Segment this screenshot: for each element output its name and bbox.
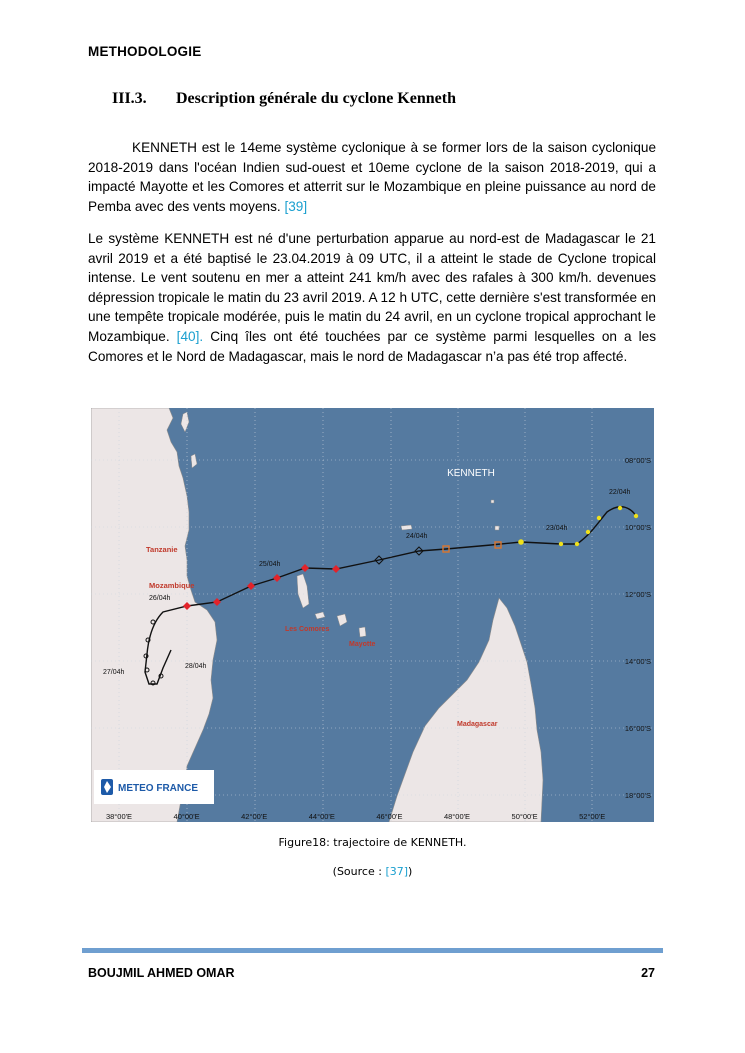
mayotte-label: Mayotte (349, 641, 376, 648)
mayotte (359, 627, 366, 637)
depression-marker (618, 506, 622, 510)
running-header: METHODOLOGIE (88, 44, 202, 59)
latitude-label: 16°00'S (624, 724, 651, 733)
cyclone-track-map (91, 408, 654, 822)
latitude-label: 12°00'S (624, 590, 651, 599)
farquhar-island (495, 526, 499, 530)
depression-marker (586, 530, 590, 534)
depression-marker (575, 542, 579, 546)
date-label: 23/04h (546, 525, 568, 532)
source-suffix: ) (408, 865, 413, 878)
longitude-label: 40°00'E (173, 812, 200, 821)
depression-marker (518, 539, 524, 545)
paragraph-2 (88, 229, 656, 366)
latitude-label: 08°00'S (624, 456, 651, 465)
latitude-label: 14°00'S (624, 657, 651, 666)
paragraph-1-text: KENNETH est le 14eme système cyclonique à se former lors de la saison cyclonique 2018-2019 dans l'océan Indien sud-ouest et 10eme cyclone de la saison 2018-2019, qui a impacté Mayotte et les Comores et atterrit sur le Mozambique en pleine puissance au nord de Pemba avec des vents moyens. (88, 140, 656, 214)
source-ref-link[interactable]: [37] (385, 865, 409, 878)
paragraph-1 (88, 138, 656, 216)
longitude-label: 48°00'E (443, 812, 471, 821)
section-number: III.3. (112, 90, 147, 107)
date-label: 22/04h (609, 489, 631, 496)
longitude-label: 46°00'E (376, 812, 403, 821)
mozambique-label: Mozambique (149, 581, 195, 590)
aldabra-island (401, 525, 412, 530)
figure-source (0, 865, 745, 878)
figure-caption: Figure18: trajectoire de KENNETH. (278, 836, 467, 849)
date-label: 24/04h (406, 533, 428, 540)
depression-marker (634, 514, 638, 518)
depression-marker (597, 516, 601, 520)
tanzanie-label: Tanzanie (146, 545, 178, 554)
paragraph-2-text-b: Cinq îles ont été touchées par ce système parmi lesquelles on a les Comores et le Nord de Madagascar, mais le nord de Madagascar n’a pas été trop affecté. (88, 328, 657, 364)
longitude-label: 52°00'E (579, 812, 606, 821)
footer-rule (82, 948, 663, 953)
date-label: 26/04h (149, 595, 171, 602)
storm-name-label: KENNETH (447, 468, 495, 479)
footer-author: BOUJMIL AHMED OMAR (88, 966, 235, 980)
section-title: Description générale du cyclone Kenneth (176, 90, 456, 107)
comores-label: Les Comores (285, 626, 330, 633)
logo-text: METEO FRANCE (118, 783, 198, 794)
latitude-label: 10°00'S (624, 523, 651, 532)
depression-marker (559, 542, 563, 546)
providence-island (491, 500, 494, 503)
madagascar-label: Madagascar (457, 721, 498, 728)
citation-link[interactable]: [40]. (176, 328, 204, 344)
latitude-label: 18°00'S (624, 791, 651, 800)
date-label: 25/04h (259, 561, 281, 568)
longitude-label: 42°00'E (241, 812, 268, 821)
date-label: 27/04h (103, 669, 125, 676)
section-heading (112, 90, 456, 108)
source-prefix: (Source : (332, 865, 386, 878)
paragraph-2-text-a: Le système KENNETH est né d'une perturbation apparue au nord-est de Madagascar le 21 avril 2019 et a été baptisé le 23.04.2019 à 09 UTC, il a atteint le stade de Cyclone tropical intense. Le vent soutenu en mer a atteint 241 km/h avec des rafales à 300 km/h. devenues dépression tropicale le matin du 23 avril 2019. A 12 h UTC, cette dernière s'est transformée en une tempête tropicale modérée, puis le matin du 24 avril, en un cyclone tropical approchant le Mozambique. (88, 231, 656, 344)
longitude-label: 50°00'E (511, 812, 538, 821)
date-label: 28/04h (185, 663, 207, 670)
longitude-label: 44°00'E (308, 812, 335, 821)
citation-link[interactable]: [39] (284, 198, 308, 214)
page-number: 27 (641, 966, 655, 980)
meteo-france-logo (94, 770, 214, 804)
longitude-label: 38°00'E (105, 812, 133, 821)
